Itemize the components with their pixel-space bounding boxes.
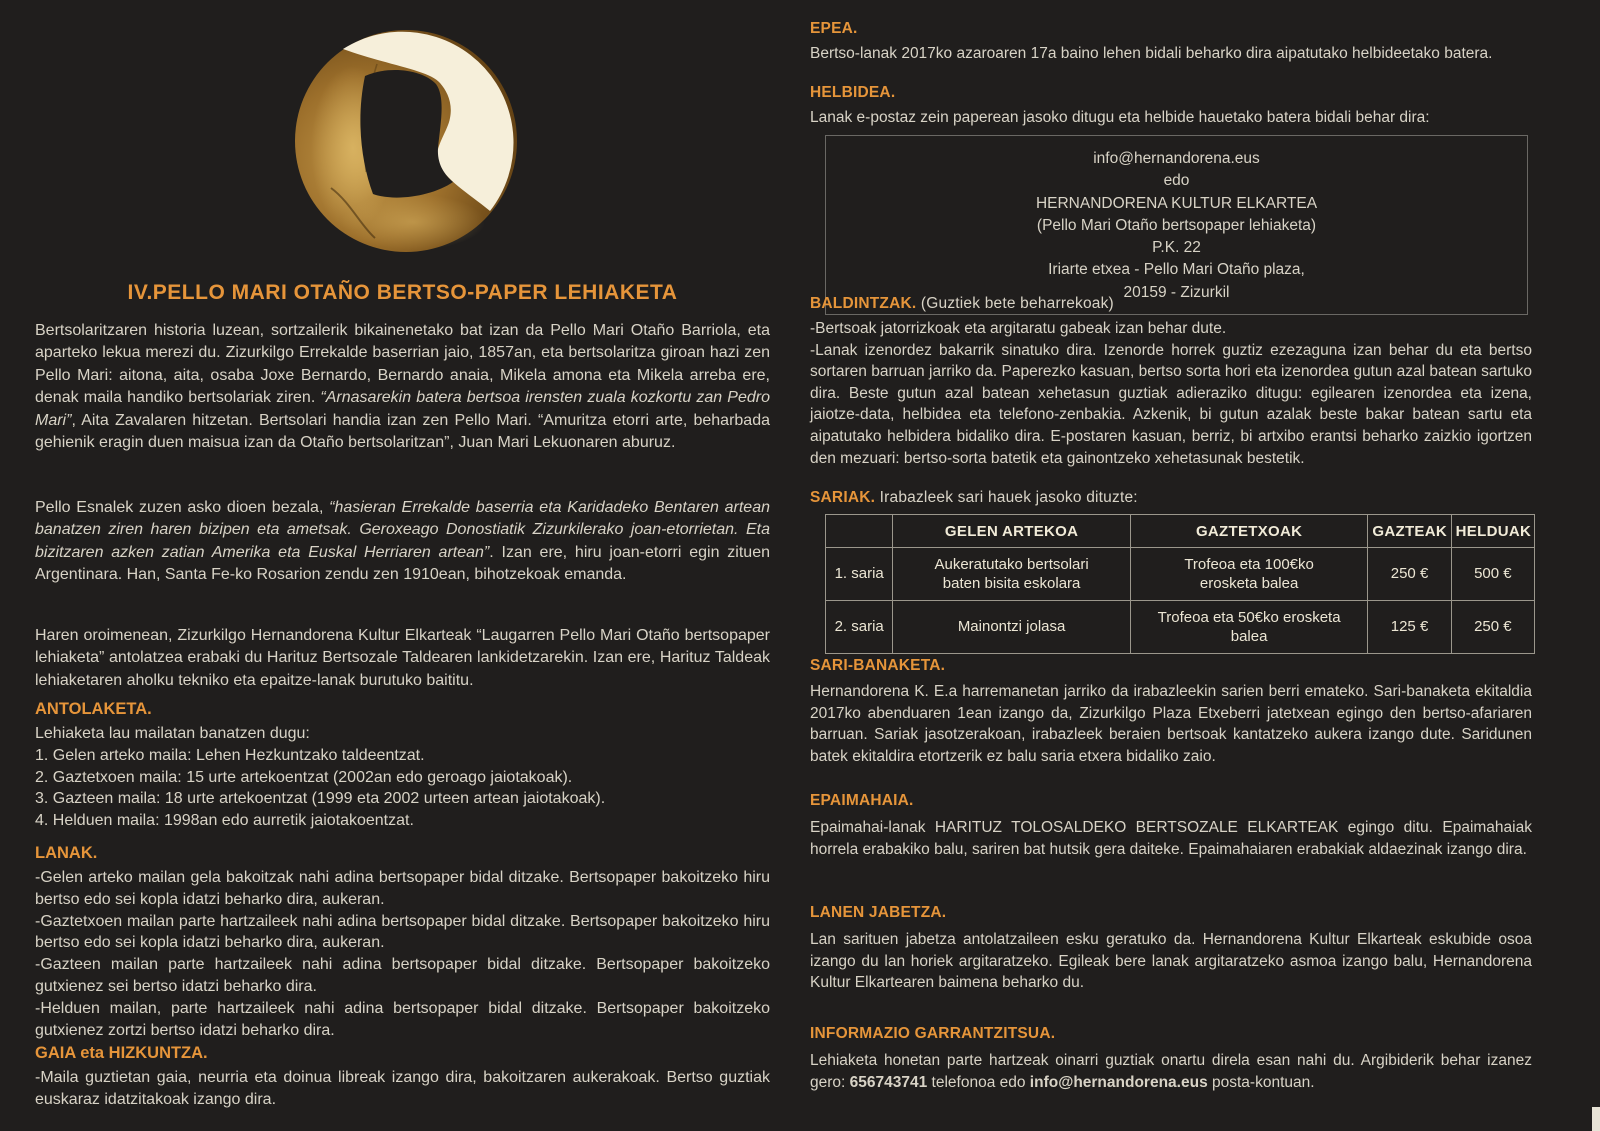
table-cell: 250 € bbox=[1451, 601, 1534, 654]
baldintzak-paragraphs bbox=[810, 318, 1532, 469]
table-cell bbox=[893, 548, 1131, 601]
heading-lanen-jabetza: LANEN JABETZA. bbox=[810, 904, 947, 921]
left-column bbox=[35, 0, 770, 1131]
col-header-helduak: HELDUAK bbox=[1451, 515, 1534, 548]
address-line: edo bbox=[1163, 172, 1190, 190]
table-cell: 500 € bbox=[1451, 548, 1534, 601]
table-cell bbox=[893, 601, 1131, 654]
heading-baldintzak bbox=[810, 295, 1114, 313]
intro-paragraph-3: Haren oroimenean, Zizurkilgo Hernandorena Kultur Elkarteak “Laugarren Pello Mari Otaño bertsopaper lehiaketa” antolatzea erabaki du Harituz Bertsozale Taldearen lankidetzarekin. Izan ere, Harituz Taldeak lehiaketaren aholku tekniko eta epaitze-lanak burutuko baititu. bbox=[35, 627, 770, 689]
contact-email[interactable]: info@hernandorena.eus bbox=[1093, 150, 1260, 167]
col-header-gelen-artekoa: GELEN ARTEKOA bbox=[893, 515, 1131, 548]
cell-text: Trofeoa eta 100€ko erosketa balea bbox=[1184, 555, 1314, 592]
heading-antolaketa: ANTOLAKETA. bbox=[35, 700, 152, 718]
col-header-empty bbox=[826, 515, 893, 548]
sari-banaketa-paragraph: Hernandorena K. E.a harremanetan jarriko da irabazleekin sarien berri emateko. Sari-banaketa ekitaldia 2017ko abenduaren 1ean izango da, Zizurkilgo Plaza Etxeberri jatetxean egingo den bertso-afariaren barruan. Sariak jasotzerakoan, irabazleek beraien bertsoak kantatzeko aukera izango dute. Saridunen batek ekitaldira etortzerik ez balu saria etxera bidaliko zaio. bbox=[810, 683, 1532, 765]
address-line: Iriarte etxea - Pello Mari Otaño plaza, bbox=[1048, 261, 1305, 279]
heading-baldintzak-suffix: (Guztiek bete beharrekoak) bbox=[916, 295, 1114, 312]
list-item: -Bertsoak jatorrizkoak eta argitaratu gabeak izan behar dute. bbox=[810, 320, 1227, 337]
cell-text: Trofeoa eta 50€ko erosketa balea bbox=[1157, 608, 1341, 645]
table-cell bbox=[1130, 548, 1368, 601]
list-item: 3. Gazteen maila: 18 urte artekoentzat (1999 eta 2002 urteen artean jaiotakoak). bbox=[35, 790, 606, 808]
table-cell bbox=[1130, 601, 1368, 654]
list-item: -Gazteen mailan parte hartzaileek nahi adina bertsopaper bidal ditzake. Bertsopaper bakoitzeko gutxienez sei bertso idatzi beharko dira. bbox=[35, 956, 770, 995]
list-item: 4. Helduen maila: 1998an edo aurretik jaiotakoentzat. bbox=[35, 812, 414, 830]
helbidea-paragraph: Lanak e-postaz zein paperean jasoko ditugu eta helbide hauetako batera bidali behar dira: bbox=[810, 109, 1430, 126]
heading-informazio-garrantzitsua: INFORMAZIO GARRANTZITSUA. bbox=[810, 1025, 1056, 1042]
address-line: 20159 - Zizurkil bbox=[1123, 283, 1230, 301]
table-row bbox=[826, 548, 1535, 601]
heading-sariak-label: SARIAK. bbox=[810, 489, 876, 506]
heading-baldintzak-label: BALDINTZAK. bbox=[810, 295, 917, 312]
intro-paragraph-1: Bertsolaritzaren historia luzean, sortzailerik bikainenetako bat izan da Pello Mari Otaño Barriola, eta aparteko lekua merezi du. Zizurkilgo Errekalde baserrian jaio, 1857an, eta bertsolaritza giroan hazi zen Pello Mari: aitona, aita, osaba Joxe Bernardo, Bernardo anaia, Mikela amona eta Mikela arreba ere, denak maila handiko bertsolariak ziren. “Arnasarekin batera bertsoa irensten zuala kozkortu zan Pedro Mari”, Aita Zavalaren hitzetan. Bertsolari handia izan zen Pello Mari. “Amuritza etorri arte, beharbada gehienik eragin duen maisua izan da Otaño bertsolaritzan”, Juan Mari Lekuonaren aburuz. bbox=[35, 322, 770, 452]
antolaketa-intro: Lehiaketa lau mailatan banatzen dugu: bbox=[35, 725, 310, 742]
table-cell: 250 € bbox=[1368, 548, 1451, 601]
lanen-jabetza-paragraph: Lan sarituen jabetza antolatzaileen esku geratuko da. Hernandorena Kultur Elkarteak eskubide osoa izango du lan horiek argitaratzeko. Egileak bere lanak argitaratzeko asmoa izango balu, Hernandorena Kultur Elkartearen baimena beharko du. bbox=[810, 931, 1532, 992]
heading-helbidea: HELBIDEA. bbox=[810, 84, 896, 101]
logo-circle-icon bbox=[295, 30, 517, 252]
list-item: -Gelen arteko mailan gela bakoitzak nahi adina bertsopaper bidal ditzake. Bertsopaper bakoitzeko hiru bertso edo sei kopla idatzi beharko dira, aukeran. bbox=[35, 869, 770, 908]
col-header-gazteak: GAZTEAK bbox=[1368, 515, 1451, 548]
cell-text: Mainontzi jolasa bbox=[957, 618, 1066, 636]
prizes-table bbox=[825, 514, 1535, 654]
row-label: 1. saria bbox=[826, 548, 893, 601]
table-row bbox=[826, 601, 1535, 654]
cell-text: Aukeratutako bertsolari baten bisita eskolara bbox=[934, 555, 1089, 592]
informazio-paragraph: Lehiaketa honetan parte hartzeak oinarri guztiak onartu direla esan nahi du. Argibiderik behar izanez gero: 656743741 telefonoa edo info@hernandorena.eus posta-kontuan. bbox=[810, 1052, 1532, 1091]
table-header-row bbox=[826, 515, 1535, 548]
address-line: HERNANDORENA KULTUR ELKARTEA bbox=[1035, 194, 1318, 212]
list-item: -Helduen mailan, parte hartzaileek nahi adina bertsopaper bidal ditzake. Bertsopaper bakoitzeko gutxienez zortzi bertso idatzi beharko dira. bbox=[35, 999, 770, 1039]
heading-lanak: LANAK. bbox=[35, 844, 98, 862]
list-item: 1. Gelen arteko maila: Lehen Hezkuntzako taldeentzat. bbox=[35, 746, 425, 764]
heading-sariak bbox=[810, 489, 1138, 507]
row-label: 2. saria bbox=[826, 601, 893, 654]
heading-epea: EPEA. bbox=[810, 20, 858, 37]
gaia-paragraph: -Maila guztietan gaia, neurria eta doinua libreak izango dira, bakoitzaren aukerakoak. Bertso guztiak euskaraz idatzitakoak izango dira. bbox=[35, 1069, 770, 1108]
scan-edge-artifact bbox=[1592, 1107, 1600, 1131]
hernandorena-logo bbox=[295, 30, 517, 252]
lanak-list bbox=[35, 867, 770, 1041]
list-item: -Gaztetxoen mailan parte hartzaileek nahi adina bertsopaper bidal ditzake. Bertsopaper bakoitzeko hiru bertso edo sei kopla idatzi beharko dira, aukeran. bbox=[35, 912, 770, 952]
heading-sari-banaketa: SARI-BANAKETA. bbox=[810, 657, 946, 674]
address-line: (Pello Mari Otaño bertsopaper lehiaketa) bbox=[1036, 216, 1317, 234]
address-line: P.K. 22 bbox=[1152, 239, 1201, 257]
page-title: IV.PELLO MARI OTAÑO BERTSO-PAPER LEHIAKETA bbox=[127, 281, 678, 304]
col-header-gaztetxoak: GAZTETXOAK bbox=[1130, 515, 1368, 548]
epea-paragraph: Bertso-lanak 2017ko azaroaren 17a baino lehen bidali beharko dira aipatutako helbideetako batera. bbox=[810, 45, 1493, 62]
intro-paragraph-2: Pello Esnalek zuzen asko dioen bezala, “hasieran Errekalde baserria eta Karidadeko Bentaren artean banatzen ziren haren bizipen eta ametsak. Geroxeago Donostiatik Zizurkilerako joan-etorrietan. Eta bizitzaren azken zatian Amerika eta Euskal Herriaren artean”. Izan ere, hiru joan-etorri egin zituen Argentinara. Han, Santa Fe-ko Rosarion zendu zen 1910ean, bihotzekoak emanda. bbox=[35, 499, 770, 584]
list-item: 2. Gaztetxoen maila: 15 urte artekoentzat (2002an edo geroago jaiotakoak). bbox=[35, 768, 573, 786]
heading-epaimahaia: EPAIMAHAIA. bbox=[810, 792, 914, 809]
heading-gaia-hizkuntza: GAIA eta HIZKUNTZA. bbox=[35, 1044, 208, 1062]
antolaketa-list bbox=[35, 723, 770, 832]
table-cell: 125 € bbox=[1368, 601, 1451, 654]
heading-sariak-suffix: Irabazleek sari hauek jasoko dituzte: bbox=[875, 489, 1138, 506]
list-item: -Lanak izenordez bakarrik sinatuko dira. Izenorde horrek guztiz ezezaguna izan behar du eta bertso sortaren barruan jarriko da. Paperezko kasuan, bertso sorta hori eta izenordea gutun azal batean sartuko dira. Beste gutun azal batean xehetasun guztiak adieraziko ditugu: egilearen izenordea eta izena, jaiotze-data, helbidea eta telefono-zenbakia. Azkenik, bi gutun azalak beste bakar batean sartu eta aipatutako helbidera bidaliko dira. E-postaren kasuan, berriz, bi artxibo erantsi beharko zaizkio igortzen den mezuari: bertso-sorta batetik eta gainontzeko xehetasunak bestetik. bbox=[810, 341, 1532, 467]
address-box bbox=[825, 135, 1528, 315]
right-column bbox=[810, 0, 1532, 1131]
epaimahaia-paragraph: Epaimahai-lanak HARITUZ TOLOSALDEKO BERTSOZALE ELKARTEAK egingo ditu. Epaimahaiak horrela erabakiko balu, sariren bat hutsik gera daiteke. Epaimahaiaren erabakiak aldaezinak izango dira. bbox=[810, 819, 1532, 858]
